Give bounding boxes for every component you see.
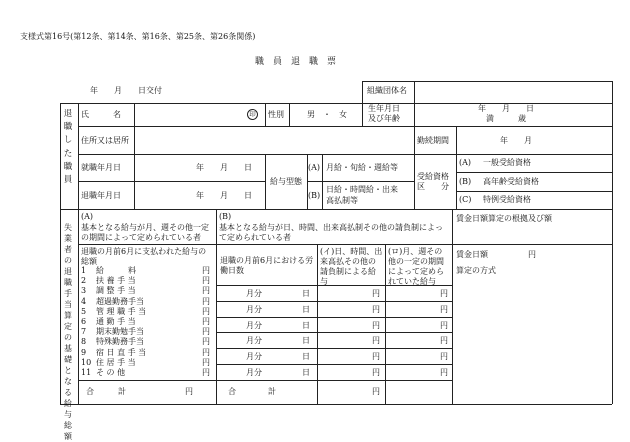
qual-c-text[interactable]: 特例受給資格 (483, 195, 531, 204)
address-label: 住所又は居所 (81, 136, 129, 145)
row-line-2 (78, 154, 612, 155)
calc-item-label: 管 理 職 手 当 (96, 306, 147, 316)
calc-b-month-label: 月分 (246, 368, 262, 377)
calc-b-header-line (216, 285, 452, 286)
calc-b-day-unit: 日 (302, 352, 310, 362)
calc-b-sum-line (216, 380, 452, 381)
birth-label-2: 及び年齢 (368, 114, 400, 123)
name-label: 氏 名 (81, 110, 121, 119)
calc-item-label: 住 居 手 当 (96, 357, 136, 367)
org-box-top (362, 81, 612, 82)
birth-label-left (362, 103, 363, 126)
calc-item-label: 特殊勤務手当 (96, 337, 144, 347)
calc-item-unit: 円 (202, 368, 210, 377)
daily-wage-unit: 円 (528, 250, 536, 259)
calc-item-number: 1 (81, 266, 87, 275)
retire-date: 年 月 日 (196, 191, 252, 200)
calc-b-col3-unit: 円 (440, 304, 448, 314)
calc-item-label: 扶 養 手 当 (96, 276, 136, 286)
label-col-line-bottom (134, 154, 135, 209)
calc-item-number: 4 (81, 296, 87, 306)
paytype-split (307, 181, 414, 182)
calc-item-label: 給 料 (96, 266, 136, 275)
calc-item-unit: 円 (202, 317, 210, 326)
calc-item-number: 10 (81, 357, 92, 367)
calc-a-sum-label: 合 計 (86, 387, 126, 396)
birth-date: 年 月 日 (478, 104, 534, 113)
calc-b-col3-unit: 円 (440, 289, 448, 298)
calc-b-col3-unit: 円 (440, 352, 448, 362)
calc-b-month-label: 月分 (246, 336, 262, 346)
qual-b-mark: (B) (459, 177, 472, 186)
calc-item-number: 11 (81, 368, 92, 377)
calc-b-day-unit: 日 (302, 320, 310, 330)
calc-b-col3-unit: 円 (440, 336, 448, 346)
service-label-left (414, 126, 415, 154)
frame-right (612, 103, 613, 404)
hire-date: 年 月 日 (196, 163, 252, 172)
calc-item-unit: 円 (202, 306, 210, 316)
calc-b-day-unit: 日 (302, 289, 310, 298)
qual-label-1: 受給資格 (417, 172, 449, 181)
section-divider (60, 209, 612, 210)
sex-value-left (289, 103, 290, 126)
qual-split-2 (456, 191, 612, 192)
paytype-b-text-2[interactable]: 高払制等 (326, 196, 358, 205)
sex-label: 性別 (268, 110, 284, 119)
calc-b-row-line (216, 348, 452, 349)
seal-mark: 印 (247, 109, 258, 120)
method-label: 算定の方式 (456, 266, 496, 275)
calc-b-col3-header: (ロ)月、週その他の一定の期間によって定められていた給与 (388, 247, 444, 286)
calc-item-unit: 円 (202, 357, 210, 367)
calc-item-label: そ の 他 (96, 368, 126, 377)
calc-b-day-unit: 日 (302, 368, 310, 377)
qual-split-1 (456, 172, 612, 173)
calc-item-unit: 円 (202, 266, 210, 275)
document-title: 職 員 退 職 票 (255, 57, 337, 67)
calc-item-number: 2 (81, 276, 87, 286)
calc-item-unit: 円 (202, 286, 210, 296)
calc-b-col2-unit: 円 (372, 320, 380, 330)
calc-b-sum-unit: 円 (372, 387, 380, 396)
label-col-line-top (134, 103, 135, 154)
row-line-3-left (78, 181, 265, 182)
sex-options[interactable]: 男 ・ 女 (307, 110, 347, 119)
calc-b-mark: (B) (219, 212, 232, 221)
calc-b-col1-header: 退職の月前6月における労働日数 (220, 256, 314, 275)
calc-col-b-right (452, 209, 453, 404)
calc-a-sum-unit: 円 (185, 387, 193, 396)
sex-label-left (265, 103, 266, 126)
calc-item-unit: 円 (202, 347, 210, 357)
service-value-left (456, 126, 457, 154)
calc-item-label: 調 整 手 当 (96, 286, 136, 296)
calc-b-col2-unit: 円 (372, 304, 380, 314)
calc-a-description: 基本となる給与が月、週その他一定の期間によって定められている者 (81, 223, 209, 242)
calc-b-col2-header: (イ)日、時間、出来高払その他の請負制による給与 (320, 247, 383, 286)
frame-left (60, 103, 61, 404)
calc-b-description: 基本となる給与が日、時間、出来高払制その他の請負制によって定められている者 (219, 223, 443, 242)
calc-b-month-label: 月分 (246, 320, 262, 330)
calc-item-label: 宿 日 直 手 当 (96, 347, 147, 357)
daily-wage-label: 賃金日額 (456, 250, 488, 259)
calc-item-number: 8 (81, 337, 87, 347)
calc-b-sum-label: 合 計 (228, 387, 276, 396)
qual-a-text[interactable]: 一般受給資格 (483, 158, 531, 167)
qual-options-left (456, 154, 457, 209)
org-box-left (362, 81, 363, 103)
calc-col-a-right (216, 209, 217, 404)
qual-label-left (414, 154, 415, 209)
paytype-label: 給与型態 (270, 177, 302, 186)
calc-section-label: 失業者の退職手当算定の基礎となる給与総額 (64, 223, 72, 441)
calc-b-row-line (216, 317, 452, 318)
paytype-b-text-1[interactable]: 日給・時間給・出来 (326, 185, 398, 194)
hire-label: 就職年月日 (81, 163, 121, 172)
age: 満 歳 (486, 114, 526, 123)
calc-item-label: 通 勤 手 当 (96, 317, 136, 326)
person-label-divider (78, 103, 79, 404)
service-label: 勤続期間 (417, 136, 449, 145)
issue-date: 年 月 日交付 (90, 86, 162, 95)
paytype-a-mark: (A) (308, 163, 321, 172)
qual-label-2: 区 分 (417, 182, 449, 191)
calc-b-desc-line (216, 244, 452, 245)
form-number: 支様式第16号(第12条、第14条、第16条、第25条、第26条関係) (20, 32, 256, 41)
calc-item-number: 3 (81, 286, 87, 296)
paytype-a-text[interactable]: 月給・旬給・週給等 (326, 163, 398, 172)
basis-line (452, 244, 612, 245)
calc-item-unit: 円 (202, 276, 210, 286)
calc-a-desc-line (78, 244, 216, 245)
calc-b-row-line (216, 301, 452, 302)
paytype-label-left (265, 154, 266, 209)
org-box-right (612, 81, 613, 103)
calc-item-number: 6 (81, 317, 87, 326)
row-line-1 (78, 126, 612, 127)
birth-label-1: 生年月日 (368, 104, 400, 113)
qual-b-text[interactable]: 高年齢受給資格 (483, 177, 539, 186)
calc-b-day-unit: 日 (302, 304, 310, 314)
calc-b-row-line (216, 364, 452, 365)
calc-b-col2-unit: 円 (372, 336, 380, 346)
org-box-divider (414, 81, 415, 103)
calc-item-label: 期末勤勉手当 (96, 327, 144, 337)
calc-item-unit: 円 (202, 296, 210, 306)
calc-item-number: 5 (81, 306, 87, 316)
calc-a-mark: (A) (81, 212, 94, 221)
qual-c-mark: (C) (459, 195, 472, 204)
calc-b-col2-unit: 円 (372, 368, 380, 377)
retire-label: 退職年月日 (81, 191, 121, 200)
calc-item-unit: 円 (202, 327, 210, 337)
calc-b-day-unit: 日 (302, 336, 310, 346)
calc-item-number: 7 (81, 327, 87, 337)
person-section-label: 退職した職員 (63, 109, 73, 186)
calc-b-col2-unit: 円 (372, 352, 380, 362)
calc-b-col3-unit: 円 (440, 368, 448, 377)
frame-bottom (60, 404, 612, 405)
calc-a-sum-line (78, 380, 216, 381)
calc-a-total-label: 退職の月前6月に支払われた給与の総額 (81, 247, 207, 266)
calc-item-unit: 円 (202, 337, 210, 347)
calc-b-month-label: 月分 (246, 352, 262, 362)
org-label: 組織団体名 (367, 86, 407, 95)
calc-b-row-line (216, 332, 452, 333)
basis-label: 賃金日額算定の根拠及び額 (456, 214, 552, 223)
birth-value-left (414, 103, 415, 126)
calc-item-label: 超過勤務手当 (96, 296, 144, 306)
calc-b-month-label: 月分 (246, 304, 262, 314)
paytype-b-mark: (B) (308, 191, 321, 200)
calc-b-month-label: 月分 (246, 289, 262, 298)
calc-item-number: 9 (81, 347, 87, 357)
calc-b-col2-unit: 円 (372, 289, 380, 298)
calc-b-col3-unit: 円 (440, 320, 448, 330)
service-value: 年 月 (500, 136, 532, 145)
qual-a-mark: (A) (459, 158, 472, 167)
